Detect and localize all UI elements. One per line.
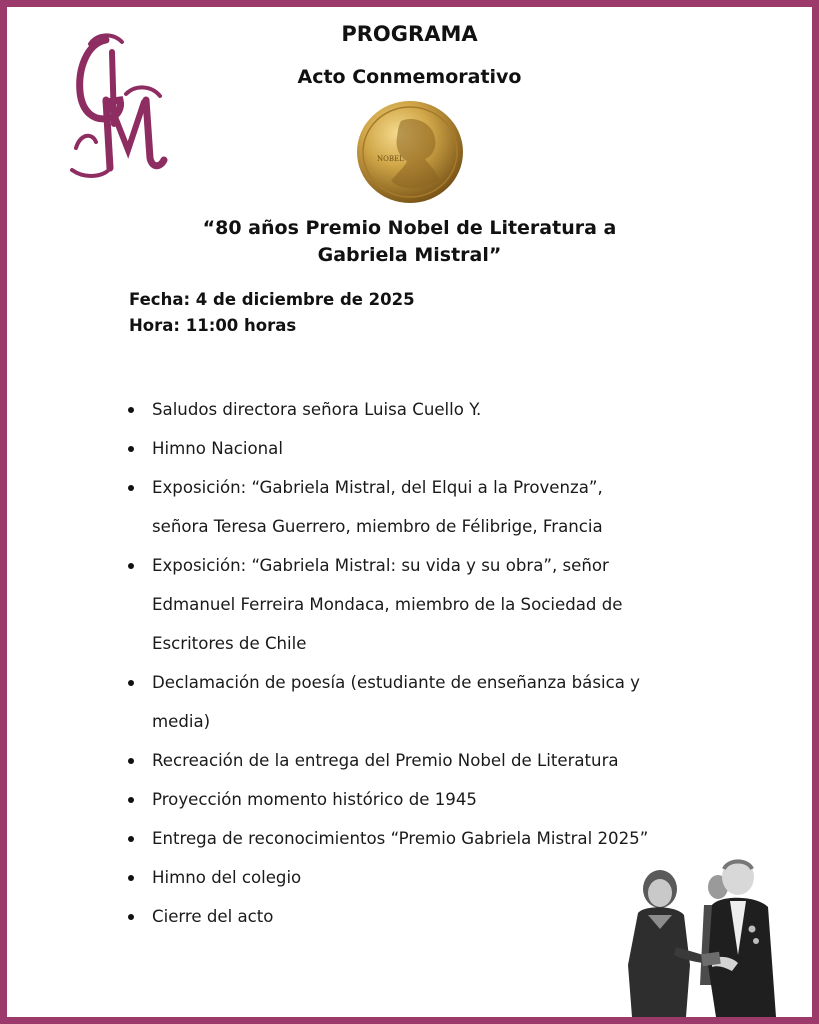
- bullet-icon: [128, 758, 134, 764]
- event-headline: [0, 215, 819, 269]
- list-item: Proyección momento histórico de 1945: [124, 780, 724, 819]
- bullet-icon: [128, 680, 134, 686]
- bullet-icon: [128, 875, 134, 881]
- event-details: [129, 287, 415, 339]
- list-item: Cierre del acto: [124, 897, 724, 936]
- list-item: Himno del colegio: [124, 858, 724, 897]
- bullet-icon: [128, 446, 134, 452]
- list-item: Exposición: “Gabriela Mistral: su vida y su obra”, señor Edmanuel Ferreira Mondaca, miembro de la Sociedad de Escritores de Chile: [124, 546, 724, 663]
- bullet-icon: [128, 836, 134, 842]
- list-item: Declamación de poesía (estudiante de enseñanza básica y media): [124, 663, 724, 741]
- svg-text:NOBEL: NOBEL: [377, 155, 404, 163]
- list-item: Recreación de la entrega del Premio Nobel de Literatura: [124, 741, 724, 780]
- page-subtitle: Acto Conmemorativo: [297, 66, 522, 88]
- bullet-icon: [128, 563, 134, 569]
- headline-line-1: “80 años Premio Nobel de Literatura a: [202, 217, 617, 239]
- bullet-icon: [128, 797, 134, 803]
- gm-monogram-logo: [66, 30, 170, 180]
- historic-ceremony-photo: [620, 855, 792, 1017]
- list-item: Exposición: “Gabriela Mistral, del Elqui a la Provenza”, señora Teresa Guerrero, miembro de Félibrige, Francia: [124, 468, 724, 546]
- bullet-icon: [128, 485, 134, 491]
- list-item: Saludos directora señora Luisa Cuello Y.: [124, 390, 724, 429]
- event-time: Hora: 11:00 horas: [129, 316, 297, 335]
- event-date: Fecha: 4 de diciembre de 2025: [129, 290, 415, 309]
- nobel-medal-icon: [355, 99, 465, 205]
- list-item: Himno Nacional: [124, 429, 724, 468]
- list-item: Entrega de reconocimientos “Premio Gabriela Mistral 2025”: [124, 819, 724, 858]
- bullet-icon: [128, 407, 134, 413]
- bullet-icon: [128, 914, 134, 920]
- headline-line-2: Gabriela Mistral”: [317, 244, 502, 266]
- page-title: PROGRAMA: [341, 22, 478, 46]
